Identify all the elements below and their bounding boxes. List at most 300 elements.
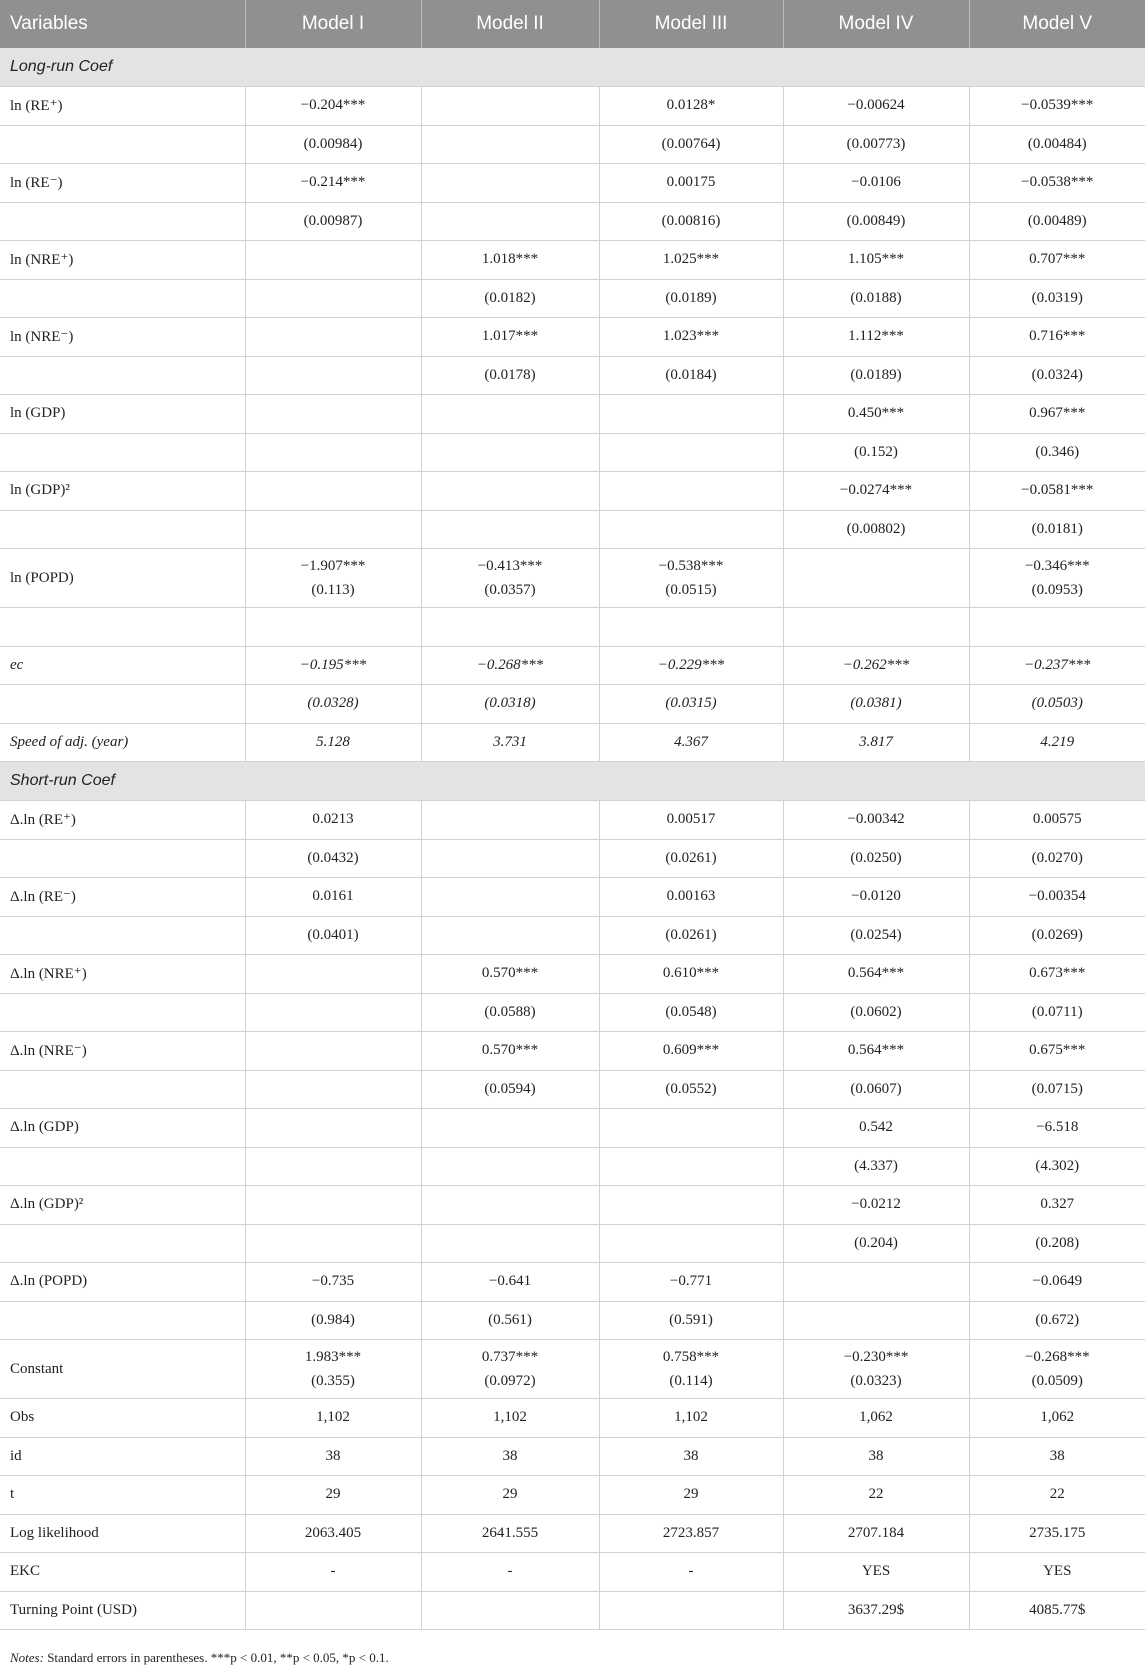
table-cell — [421, 125, 599, 164]
cell-coefficient: −1.907*** — [300, 558, 366, 574]
table-cell — [245, 1340, 421, 1399]
table-cell: (0.0381) — [783, 685, 969, 724]
table-cell: (0.204) — [783, 1224, 969, 1263]
table-cell — [245, 1147, 421, 1186]
notes-text: Standard errors in parentheses. ***p < 0.01, **p < 0.05, *p < 0.1. — [43, 1650, 389, 1665]
table-cell: (0.0552) — [599, 1070, 783, 1109]
cell-std-error: (0.0357) — [484, 582, 536, 598]
table-cell: YES — [783, 1553, 969, 1592]
cell-std-error: (0.0515) — [665, 582, 717, 598]
header-model-v: Model V — [969, 0, 1145, 48]
table-cell — [245, 1032, 421, 1071]
table-row — [0, 1263, 1145, 1302]
table-cell — [421, 1591, 599, 1630]
table-cell: (0.0715) — [969, 1070, 1145, 1109]
table-cell: (0.0184) — [599, 356, 783, 395]
table-cell — [421, 472, 599, 511]
cell-coefficient: −0.538*** — [658, 558, 724, 574]
table-cell: (0.0324) — [969, 356, 1145, 395]
table-cell — [599, 1147, 783, 1186]
table-cell: (0.984) — [245, 1301, 421, 1340]
row-label: id — [0, 1437, 245, 1476]
table-cell: 0.570*** — [421, 955, 599, 994]
table-cell: (0.00802) — [783, 510, 969, 549]
table-row — [0, 1399, 1145, 1438]
row-label — [0, 993, 245, 1032]
table-cell: −0.262*** — [783, 646, 969, 685]
table-row — [0, 202, 1145, 241]
section-title: Short-run Coef — [0, 762, 1145, 801]
table-cell — [783, 1301, 969, 1340]
table-cell: 2063.405 — [245, 1514, 421, 1553]
table-cell — [245, 1186, 421, 1225]
table-cell: −0.0120 — [783, 878, 969, 917]
table-cell: (0.672) — [969, 1301, 1145, 1340]
table-cell: −0.0581*** — [969, 472, 1145, 511]
table-row — [0, 1301, 1145, 1340]
table-cell: −0.735 — [245, 1263, 421, 1302]
table-cell — [599, 472, 783, 511]
header-variables: Variables — [0, 0, 245, 48]
table-cell: 0.564*** — [783, 955, 969, 994]
table-cell: (0.0181) — [969, 510, 1145, 549]
row-label: Δ.ln (RE⁻) — [0, 878, 245, 917]
table-cell: 4.219 — [969, 723, 1145, 762]
table-cell — [245, 279, 421, 318]
table-cell: 0.610*** — [599, 955, 783, 994]
table-cell — [421, 395, 599, 434]
table-cell — [421, 202, 599, 241]
table-cell: −0.00624 — [783, 87, 969, 126]
table-row — [0, 1476, 1145, 1515]
table-cell: 4085.77$ — [969, 1591, 1145, 1630]
table-cell: −0.0212 — [783, 1186, 969, 1225]
table-cell: (0.0315) — [599, 685, 783, 724]
table-cell — [245, 1224, 421, 1263]
table-row — [0, 955, 1145, 994]
row-label — [0, 125, 245, 164]
table-cell: 1,102 — [245, 1399, 421, 1438]
row-label: Constant — [0, 1340, 245, 1399]
table-row — [0, 1032, 1145, 1071]
row-label: ln (POPD) — [0, 549, 245, 608]
table-row — [0, 1553, 1145, 1592]
table-cell: 38 — [969, 1437, 1145, 1476]
table-cell: (0.152) — [783, 433, 969, 472]
table-cell: 0.707*** — [969, 241, 1145, 280]
table-cell: −0.0106 — [783, 164, 969, 203]
row-label — [0, 510, 245, 549]
table-cell: −0.00354 — [969, 878, 1145, 917]
row-label: EKC — [0, 1553, 245, 1592]
table-cell: 3.817 — [783, 723, 969, 762]
table-cell — [783, 608, 969, 647]
table-cell: (0.208) — [969, 1224, 1145, 1263]
table-row — [0, 241, 1145, 280]
table-cell — [421, 1109, 599, 1148]
table-cell — [421, 878, 599, 917]
table-cell: - — [599, 1553, 783, 1592]
table-cell — [421, 916, 599, 955]
table-cell — [599, 1224, 783, 1263]
row-label: Speed of adj. (year) — [0, 723, 245, 762]
table-cell: 0.609*** — [599, 1032, 783, 1071]
table-cell: 3637.29$ — [783, 1591, 969, 1630]
table-cell — [245, 356, 421, 395]
cell-coefficient: 1.983*** — [304, 1349, 362, 1365]
table-cell: 1,102 — [599, 1399, 783, 1438]
table-row — [0, 1514, 1145, 1553]
cell-coefficient: 0.758*** — [662, 1349, 720, 1365]
table-cell — [245, 510, 421, 549]
table-cell: 5.128 — [245, 723, 421, 762]
table-cell: - — [421, 1553, 599, 1592]
table-cell — [783, 1263, 969, 1302]
table-cell: −0.195*** — [245, 646, 421, 685]
table-cell: - — [245, 1553, 421, 1592]
table-cell: 0.673*** — [969, 955, 1145, 994]
table-row — [0, 1437, 1145, 1476]
row-label — [0, 356, 245, 395]
table-cell: (0.0328) — [245, 685, 421, 724]
row-label — [0, 1147, 245, 1186]
cell-std-error: (0.0953) — [1031, 582, 1083, 598]
table-cell: 1.105*** — [783, 241, 969, 280]
table-row — [0, 1109, 1145, 1148]
table-notes — [10, 1650, 389, 1666]
table-row — [0, 549, 1145, 608]
table-cell — [599, 395, 783, 434]
table-cell — [421, 839, 599, 878]
table-cell — [245, 318, 421, 357]
row-label — [0, 685, 245, 724]
table-row — [0, 318, 1145, 357]
row-label: ln (NRE⁻) — [0, 318, 245, 357]
table-cell: −0.204*** — [245, 87, 421, 126]
row-label: ec — [0, 646, 245, 685]
cell-std-error: (0.0509) — [1031, 1373, 1083, 1389]
table-cell — [421, 608, 599, 647]
table-cell: (0.00987) — [245, 202, 421, 241]
table-cell: 38 — [421, 1437, 599, 1476]
table-cell — [245, 1070, 421, 1109]
table-cell — [599, 433, 783, 472]
table-cell: −0.229*** — [599, 646, 783, 685]
table-cell — [599, 549, 783, 608]
section-title: Long-run Coef — [0, 48, 1145, 87]
table-cell: (0.0401) — [245, 916, 421, 955]
table-cell: (0.346) — [969, 433, 1145, 472]
table-cell: 0.0161 — [245, 878, 421, 917]
table-row — [0, 356, 1145, 395]
table-cell: 1,062 — [783, 1399, 969, 1438]
table-cell: 1.112*** — [783, 318, 969, 357]
table-row — [0, 839, 1145, 878]
table-cell: YES — [969, 1553, 1145, 1592]
table-row — [0, 1224, 1145, 1263]
table-cell: 0.0128* — [599, 87, 783, 126]
table-cell — [421, 164, 599, 203]
table-cell — [969, 1340, 1145, 1399]
table-row — [0, 164, 1145, 203]
table-row — [0, 279, 1145, 318]
table-cell — [421, 510, 599, 549]
row-label — [0, 608, 245, 647]
table-cell: 22 — [969, 1476, 1145, 1515]
table-cell — [783, 549, 969, 608]
table-row — [0, 1070, 1145, 1109]
table-cell: −0.00342 — [783, 801, 969, 840]
table-cell: 0.564*** — [783, 1032, 969, 1071]
cell-std-error: (0.0972) — [484, 1373, 536, 1389]
row-label — [0, 202, 245, 241]
table-row — [0, 1340, 1145, 1399]
header-model-iv: Model IV — [783, 0, 969, 48]
table-cell: (0.00984) — [245, 125, 421, 164]
row-label — [0, 433, 245, 472]
table-cell — [245, 433, 421, 472]
cell-coefficient: −0.346*** — [1024, 558, 1090, 574]
table-cell — [421, 1147, 599, 1186]
table-row — [0, 608, 1145, 647]
table-cell: 0.00575 — [969, 801, 1145, 840]
table-cell — [245, 1591, 421, 1630]
table-row — [0, 993, 1145, 1032]
table-cell: −0.0538*** — [969, 164, 1145, 203]
cell-std-error: (0.355) — [311, 1373, 355, 1389]
table-cell: (0.0503) — [969, 685, 1145, 724]
table-cell: −0.771 — [599, 1263, 783, 1302]
table-cell: (0.00484) — [969, 125, 1145, 164]
table-cell: (0.00764) — [599, 125, 783, 164]
cell-std-error: (0.114) — [669, 1373, 713, 1389]
table-cell — [245, 608, 421, 647]
table-cell: (0.0182) — [421, 279, 599, 318]
table-cell: (0.0189) — [783, 356, 969, 395]
table-row — [0, 472, 1145, 511]
section-header-row — [0, 48, 1145, 87]
table-row — [0, 510, 1145, 549]
table-cell — [421, 801, 599, 840]
table-cell — [599, 1109, 783, 1148]
table-cell: (0.0250) — [783, 839, 969, 878]
table-cell: 0.450*** — [783, 395, 969, 434]
table-row — [0, 87, 1145, 126]
row-label: ln (RE⁺) — [0, 87, 245, 126]
table-cell: −0.0649 — [969, 1263, 1145, 1302]
table-cell: (0.0588) — [421, 993, 599, 1032]
table-cell: −0.0274*** — [783, 472, 969, 511]
row-label: ln (GDP)² — [0, 472, 245, 511]
table-cell: (0.0318) — [421, 685, 599, 724]
table-cell: (0.00849) — [783, 202, 969, 241]
row-label: ln (NRE⁺) — [0, 241, 245, 280]
table-cell: (0.0269) — [969, 916, 1145, 955]
row-label: Log likelihood — [0, 1514, 245, 1553]
table-row — [0, 395, 1145, 434]
table-row — [0, 1147, 1145, 1186]
table-cell — [421, 1224, 599, 1263]
row-label: ln (GDP) — [0, 395, 245, 434]
table-row — [0, 1591, 1145, 1630]
table-cell — [599, 1591, 783, 1630]
table-row — [0, 723, 1145, 762]
table-cell: −0.268*** — [421, 646, 599, 685]
table-cell: (0.561) — [421, 1301, 599, 1340]
row-label — [0, 279, 245, 318]
table-cell: −6.518 — [969, 1109, 1145, 1148]
row-label: Δ.ln (RE⁺) — [0, 801, 245, 840]
table-cell: 22 — [783, 1476, 969, 1515]
table-cell: −0.237*** — [969, 646, 1145, 685]
table-cell — [421, 87, 599, 126]
table-row — [0, 125, 1145, 164]
table-cell — [421, 549, 599, 608]
table-cell: (0.0607) — [783, 1070, 969, 1109]
table-cell: 0.0213 — [245, 801, 421, 840]
table-cell: (0.0711) — [969, 993, 1145, 1032]
table-cell: (0.00773) — [783, 125, 969, 164]
table-cell: 38 — [245, 1437, 421, 1476]
table-cell: 0.675*** — [969, 1032, 1145, 1071]
table-cell: (0.591) — [599, 1301, 783, 1340]
row-label: Δ.ln (GDP) — [0, 1109, 245, 1148]
table-cell — [245, 955, 421, 994]
cell-coefficient: −0.413*** — [477, 558, 543, 574]
table-cell — [245, 1109, 421, 1148]
table-cell: 38 — [599, 1437, 783, 1476]
table-cell — [245, 241, 421, 280]
table-cell: (4.337) — [783, 1147, 969, 1186]
table-cell: 1.023*** — [599, 318, 783, 357]
table-cell: (0.0602) — [783, 993, 969, 1032]
table-cell: 38 — [783, 1437, 969, 1476]
header-model-ii: Model II — [421, 0, 599, 48]
table-cell: (0.0254) — [783, 916, 969, 955]
table-cell: 0.327 — [969, 1186, 1145, 1225]
header-model-iii: Model III — [599, 0, 783, 48]
table-body — [0, 48, 1145, 1630]
table-cell — [783, 1340, 969, 1399]
cell-coefficient: 0.737*** — [481, 1349, 539, 1365]
header-row — [0, 0, 1145, 48]
table-row — [0, 1186, 1145, 1225]
table-row — [0, 801, 1145, 840]
table-cell: −0.214*** — [245, 164, 421, 203]
table-cell: (0.0178) — [421, 356, 599, 395]
table-cell: 1.017*** — [421, 318, 599, 357]
table-cell: 4.367 — [599, 723, 783, 762]
table-cell — [969, 549, 1145, 608]
table-row — [0, 685, 1145, 724]
cell-std-error: (0.113) — [311, 582, 355, 598]
table-cell — [599, 608, 783, 647]
row-label — [0, 1301, 245, 1340]
table-row — [0, 646, 1145, 685]
table-cell: 0.967*** — [969, 395, 1145, 434]
table-cell: (0.00489) — [969, 202, 1145, 241]
row-label: ln (RE⁻) — [0, 164, 245, 203]
table-cell — [245, 395, 421, 434]
table-cell — [245, 549, 421, 608]
row-label: Δ.ln (NRE⁺) — [0, 955, 245, 994]
table-header — [0, 0, 1145, 48]
header-model-i: Model I — [245, 0, 421, 48]
table-cell — [599, 1340, 783, 1399]
table-cell: (0.0188) — [783, 279, 969, 318]
table-cell: (0.0189) — [599, 279, 783, 318]
table-cell — [245, 472, 421, 511]
row-label: Δ.ln (GDP)² — [0, 1186, 245, 1225]
row-label — [0, 1070, 245, 1109]
table-cell — [599, 510, 783, 549]
table-cell: (0.0594) — [421, 1070, 599, 1109]
table-cell: 2707.184 — [783, 1514, 969, 1553]
row-label — [0, 916, 245, 955]
table-cell: 0.00163 — [599, 878, 783, 917]
table-cell: (0.0548) — [599, 993, 783, 1032]
table-cell: 0.00175 — [599, 164, 783, 203]
table-cell: −0.0539*** — [969, 87, 1145, 126]
table-cell: (0.0270) — [969, 839, 1145, 878]
table-cell: 2735.175 — [969, 1514, 1145, 1553]
table-cell: (0.0261) — [599, 916, 783, 955]
table-row — [0, 878, 1145, 917]
table-cell: 0.716*** — [969, 318, 1145, 357]
table-cell: 29 — [421, 1476, 599, 1515]
row-label: t — [0, 1476, 245, 1515]
table-cell: 29 — [245, 1476, 421, 1515]
table-cell — [245, 993, 421, 1032]
table-cell: 1.025*** — [599, 241, 783, 280]
table-cell: 0.542 — [783, 1109, 969, 1148]
table-cell: (0.0432) — [245, 839, 421, 878]
notes-label: Notes: — [10, 1650, 44, 1665]
cell-coefficient: −0.230*** — [843, 1349, 909, 1365]
table-cell — [421, 1186, 599, 1225]
table-cell — [421, 1340, 599, 1399]
table-cell: −0.641 — [421, 1263, 599, 1302]
row-label — [0, 1224, 245, 1263]
table-cell: (0.00816) — [599, 202, 783, 241]
table-cell: 29 — [599, 1476, 783, 1515]
table-cell — [599, 1186, 783, 1225]
table-cell: (0.0261) — [599, 839, 783, 878]
table-cell: 1,102 — [421, 1399, 599, 1438]
section-header-row — [0, 762, 1145, 801]
table-cell: 0.570*** — [421, 1032, 599, 1071]
cell-coefficient: −0.268*** — [1024, 1349, 1090, 1365]
table-cell: (0.0319) — [969, 279, 1145, 318]
cell-std-error: (0.0323) — [850, 1373, 902, 1389]
table-row — [0, 916, 1145, 955]
row-label: Obs — [0, 1399, 245, 1438]
table-cell: 3.731 — [421, 723, 599, 762]
table-cell: 1.018*** — [421, 241, 599, 280]
row-label — [0, 839, 245, 878]
table-cell — [421, 433, 599, 472]
table-cell: 2723.857 — [599, 1514, 783, 1553]
table-cell — [969, 608, 1145, 647]
table-cell: 2641.555 — [421, 1514, 599, 1553]
row-label: Δ.ln (POPD) — [0, 1263, 245, 1302]
table-cell: (4.302) — [969, 1147, 1145, 1186]
table-row — [0, 433, 1145, 472]
table-cell: 1,062 — [969, 1399, 1145, 1438]
table-cell: 0.00517 — [599, 801, 783, 840]
row-label: Turning Point (USD) — [0, 1591, 245, 1630]
row-label: Δ.ln (NRE⁻) — [0, 1032, 245, 1071]
